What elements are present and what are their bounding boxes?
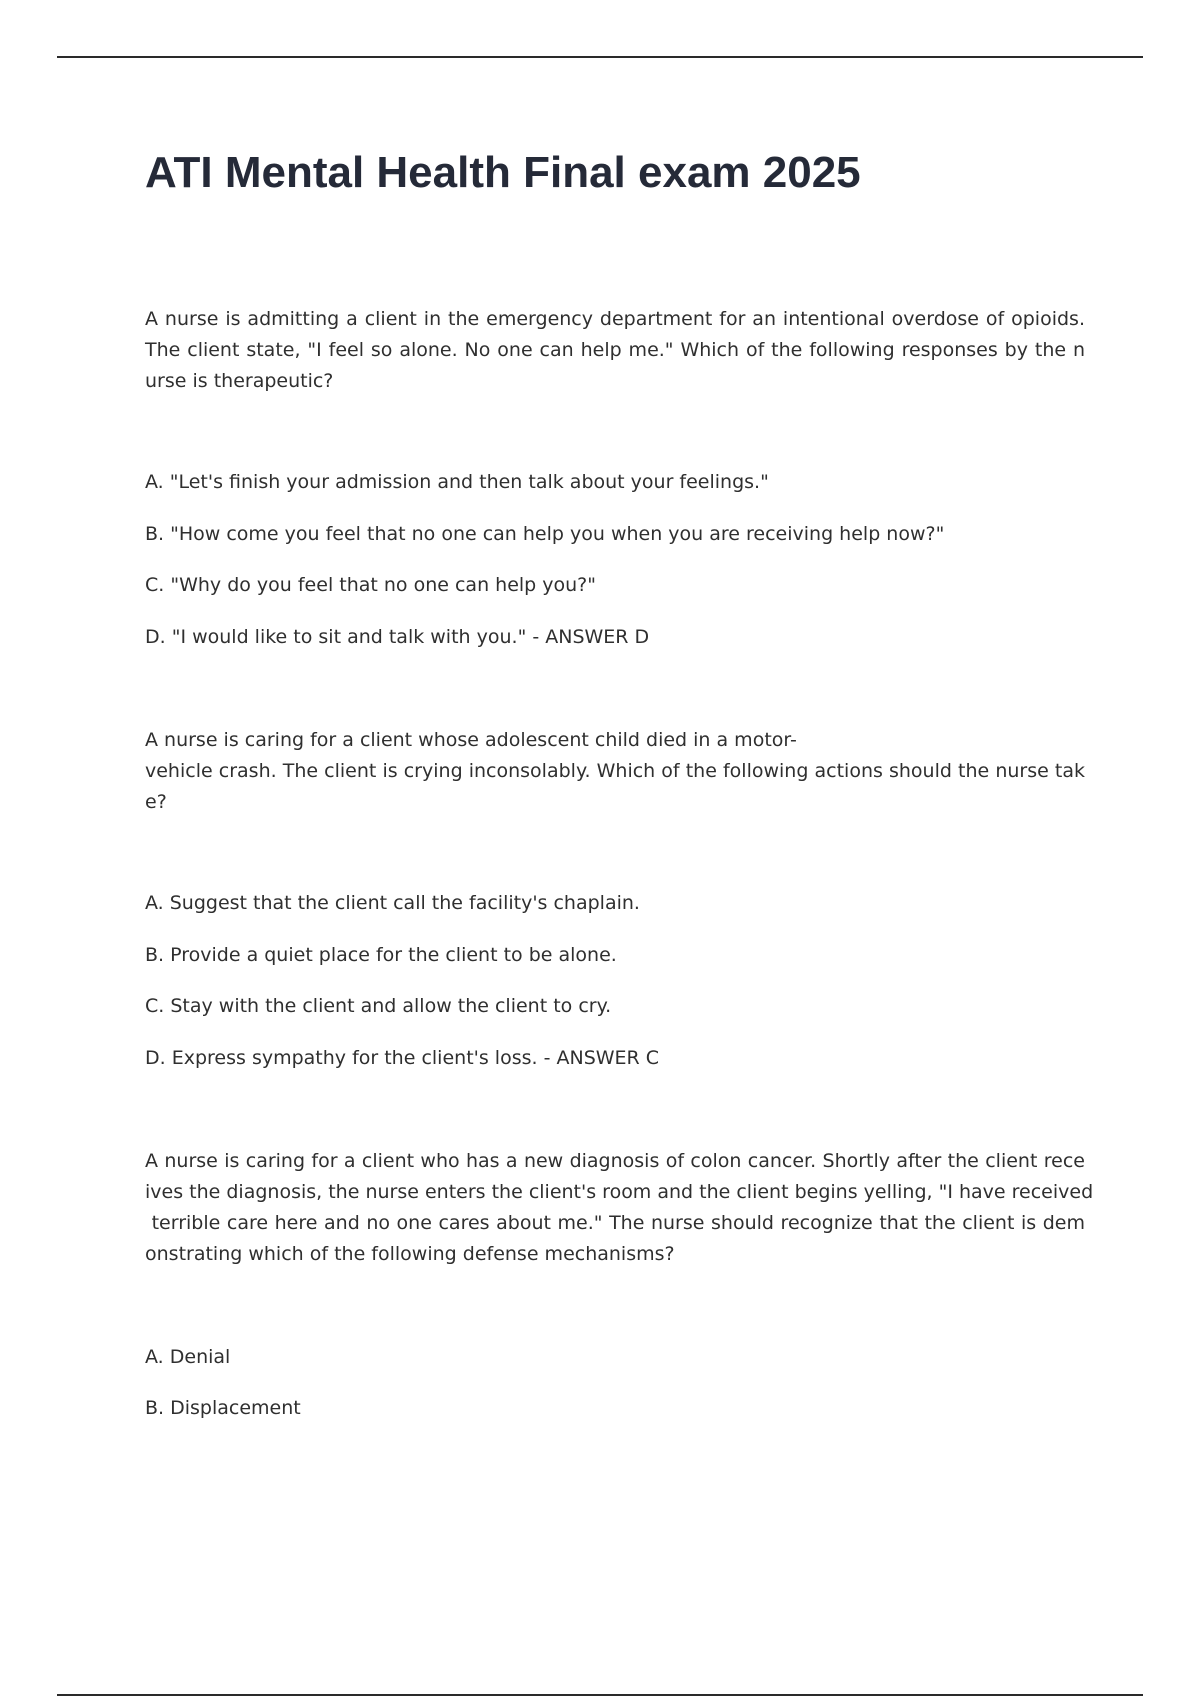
question-2-option-a: A. Suggest that the client call the facility's chaplain.	[145, 892, 640, 914]
question-2-stem-line-1: A nurse is caring for a client whose adolescent child died in a motor-	[145, 729, 797, 751]
question-2-stem-line-3: e?	[145, 791, 167, 813]
question-2-option-d: D. Express sympathy for the client's loss. - ANSWER C	[145, 1047, 660, 1069]
question-2-option-b: B. Provide a quiet place for the client to be alone.	[145, 944, 617, 966]
question-1-option-c: C. "Why do you feel that no one can help you?"	[145, 574, 596, 596]
question-1-stem-line-3: urse is therapeutic?	[145, 370, 334, 392]
question-1-option-b: B. "How come you feel that no one can help you when you are receiving help now?"	[145, 523, 945, 545]
document-title: ATI Mental Health Final exam 2025	[145, 148, 861, 197]
question-3-stem-line-2: ives the diagnosis, the nurse enters the client's room and the client begins yelling, "I have received	[145, 1181, 1094, 1203]
question-3-stem-line-3: terrible care here and no one cares about me." The nurse should recognize that the client is dem	[145, 1212, 1085, 1234]
question-3-stem-line-4: onstrating which of the following defense mechanisms?	[145, 1243, 675, 1265]
question-1-option-d: D. "I would like to sit and talk with you." - ANSWER D	[145, 626, 650, 648]
question-3-option-b: B. Displacement	[145, 1397, 301, 1419]
top-rule	[57, 56, 1143, 58]
question-3-stem	[145, 1146, 1094, 1270]
question-3-option-a: A. Denial	[145, 1346, 231, 1368]
question-2-option-c: C. Stay with the client and allow the client to cry.	[145, 995, 612, 1017]
question-1-stem	[145, 304, 1085, 397]
question-1-option-a: A. "Let's finish your admission and then talk about your feelings."	[145, 471, 769, 493]
question-1-stem-line-1: A nurse is admitting a client in the emergency department for an intentional overdose of opioids.	[145, 308, 1085, 330]
question-3-stem-line-1: A nurse is caring for a client who has a new diagnosis of colon cancer. Shortly after the client rece	[145, 1150, 1085, 1172]
question-2-stem	[145, 725, 1085, 818]
question-1-stem-line-2: The client state, "I feel so alone. No one can help me." Which of the following responses by the n	[145, 339, 1085, 361]
question-2-stem-line-2: vehicle crash. The client is crying inconsolably. Which of the following actions should the nurse tak	[145, 760, 1085, 782]
bottom-rule	[57, 1694, 1143, 1696]
